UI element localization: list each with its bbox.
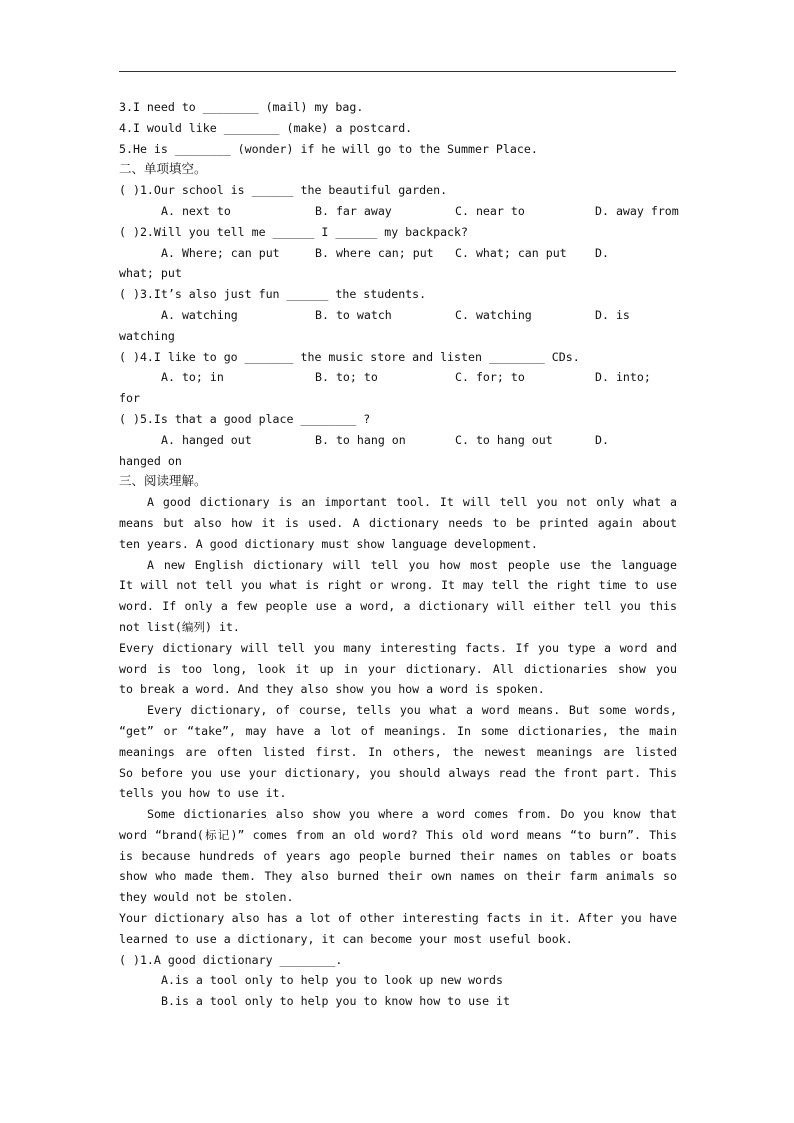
mcq-question-4-option-a: A. to; in bbox=[161, 370, 224, 385]
mcq-question-4-option-d: D. into; bbox=[595, 370, 651, 385]
passage-line: Every dictionary will tell you many interesting facts. If you type a word and bbox=[119, 640, 677, 655]
fill-in-item-5: 5.He is ________ (wonder) if he will go to the Summer Place. bbox=[119, 141, 538, 156]
mcq-question-1-option-b: B. far away bbox=[315, 203, 392, 218]
mcq-question-5-option-a: A. hanged out bbox=[161, 432, 252, 447]
passage-line: word. If only a few people use a word, a dictionary will either tell you this bbox=[119, 599, 677, 614]
reading-question-1-option-b: B.is a tool only to help you to know how to use it bbox=[161, 994, 511, 1009]
mcq-question-4-option-c: C. for; to bbox=[455, 370, 525, 385]
passage-line: A new English dictionary will tell you how most people use the language bbox=[147, 557, 677, 572]
passage-line: Every dictionary, of course, tells you what a word means. But some words, bbox=[147, 703, 677, 718]
passage-line: Your dictionary also has a lot of other interesting facts in it. After you have bbox=[119, 911, 677, 926]
passage-line: tells you how to use it. bbox=[119, 786, 287, 801]
header-rule bbox=[119, 71, 676, 72]
mcq-question-4-options bbox=[119, 367, 677, 388]
mcq-question-3-option-b: B. to watch bbox=[315, 307, 392, 322]
section-3-heading: 三、阅读理解。 bbox=[119, 473, 207, 489]
passage-line: ten years. A good dictionary must show language development. bbox=[119, 536, 538, 551]
mcq-question-3-option-wrap: watching bbox=[119, 328, 175, 343]
reading-question-1-stem: ( )1.A good dictionary ________. bbox=[119, 952, 343, 967]
passage-line: meanings are often listed first. In others, the newest meanings are listed bbox=[119, 744, 677, 759]
mcq-question-5-option-wrap: hanged on bbox=[119, 453, 182, 468]
worksheet-content bbox=[119, 97, 677, 1012]
mcq-question-5-stem: ( )5.Is that a good place ________ ? bbox=[119, 411, 371, 426]
mcq-question-2-option-a: A. Where; can put bbox=[161, 245, 280, 260]
mcq-question-3-option-a: A. watching bbox=[161, 307, 238, 322]
mcq-question-3-option-c: C. watching bbox=[455, 307, 532, 322]
fill-in-item-4: 4.I would like ________ (make) a postcard. bbox=[119, 120, 413, 135]
passage-line: not list(编列) it. bbox=[119, 619, 240, 634]
passage-line: “get” or “take”, may have a lot of meanings. In some dictionaries, the main bbox=[119, 723, 677, 738]
mcq-question-2-option-wrap: what; put bbox=[119, 266, 182, 281]
mcq-question-3-stem: ( )3.It’s also just fun ______ the students. bbox=[119, 287, 427, 302]
section-2-heading: 二、单项填空。 bbox=[119, 161, 207, 177]
passage-line: is because hundreds of years ago people burned their names on tables or boats bbox=[119, 848, 677, 863]
mcq-question-1-option-d: D. away from bbox=[595, 203, 679, 218]
passage-line: Some dictionaries also show you where a word comes from. Do you know that bbox=[147, 807, 677, 822]
passage-line: word is too long, look it up in your dictionary. All dictionaries show you bbox=[119, 661, 677, 676]
passage-line: It will not tell you what is right or wrong. It may tell the right time to use bbox=[119, 578, 677, 593]
passage-line: they would not be stolen. bbox=[119, 890, 294, 905]
reading-question-1-option-a: A.is a tool only to help you to look up new words bbox=[161, 973, 504, 988]
mcq-question-1-options bbox=[119, 201, 677, 222]
mcq-question-2-option-d: D. bbox=[595, 245, 609, 260]
reading-passage bbox=[119, 492, 677, 950]
mcq-question-2-options bbox=[119, 243, 677, 264]
passage-line: show who made them. They also burned their own names on their farm animals so bbox=[119, 869, 677, 884]
mcq-question-1-stem: ( )1.Our school is ______ the beautiful garden. bbox=[119, 183, 448, 198]
mcq-question-2-stem: ( )2.Will you tell me ______ I ______ my backpack? bbox=[119, 224, 469, 239]
passage-line: So before you use your dictionary, you should always read the front part. This bbox=[119, 765, 677, 780]
mcq-question-3-options bbox=[119, 305, 677, 326]
passage-line: A good dictionary is an important tool. It will tell you not only what a bbox=[147, 495, 677, 510]
multiple-choice-list bbox=[119, 180, 677, 471]
mcq-question-5-option-d: D. bbox=[595, 432, 609, 447]
mcq-question-3-option-d: D. is bbox=[595, 307, 630, 322]
mcq-question-2-option-b: B. where can; put bbox=[315, 245, 434, 260]
mcq-question-4-option-wrap: for bbox=[119, 391, 140, 406]
mcq-question-5-option-c: C. to hang out bbox=[455, 432, 553, 447]
mcq-question-1-option-c: C. near to bbox=[455, 203, 525, 218]
fill-in-item-3: 3.I need to ________ (mail) my bag. bbox=[119, 100, 364, 114]
mcq-question-5-options bbox=[119, 430, 677, 451]
mcq-question-5-option-b: B. to hang on bbox=[315, 432, 406, 447]
passage-line: word “brand(标记)” comes from an old word? This old word means “to burn”. This bbox=[119, 827, 677, 842]
mcq-question-4-stem: ( )4.I like to go _______ the music store and listen ________ CDs. bbox=[119, 349, 580, 364]
passage-line: means but also how it is used. A dictionary needs to be printed again about bbox=[119, 515, 677, 530]
mcq-question-1-option-a: A. next to bbox=[161, 203, 231, 218]
mcq-question-2-option-c: C. what; can put bbox=[455, 245, 567, 260]
mcq-question-4-option-b: B. to; to bbox=[315, 370, 378, 385]
passage-line: to break a word. And they also show you how a word is spoken. bbox=[119, 682, 545, 697]
passage-line: learned to use a dictionary, it can become your most useful book. bbox=[119, 931, 573, 946]
